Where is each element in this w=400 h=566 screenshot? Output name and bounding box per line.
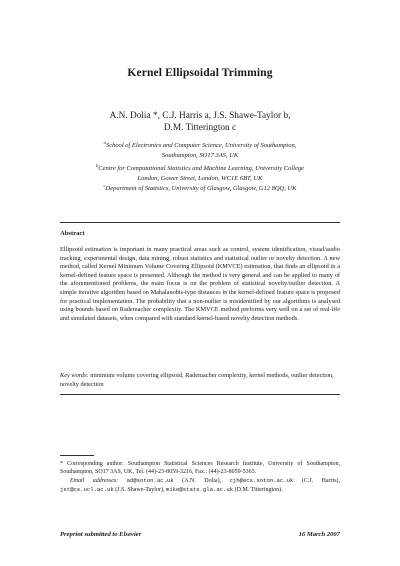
email-link[interactable]: ad@soton.ac.uk xyxy=(126,477,174,485)
footnote xyxy=(60,460,340,494)
abstract-top-rule xyxy=(60,222,340,223)
email-addresses xyxy=(60,477,340,493)
email-link[interactable]: jst@cs.ucl.ac.uk xyxy=(60,485,114,493)
affiliation-b xyxy=(40,164,360,183)
affiliation-mark: c xyxy=(103,182,106,188)
affiliation-mark: a xyxy=(103,139,106,145)
affiliation-line: School of Electronics and Computer Science, University of Southampton, xyxy=(105,142,297,149)
footnote-rule xyxy=(60,455,94,456)
submission-date: 16 March 2007 xyxy=(298,531,340,538)
paper-title: Kernel Ellipsoidal Trimming xyxy=(127,66,273,79)
email-link[interactable]: mike@stats.gla.ac.uk xyxy=(165,485,234,493)
keywords-label: Key words: xyxy=(60,372,89,379)
email-owner: (C.J. Harris), xyxy=(301,478,341,485)
keywords-text: minimum volume covering ellipsoid, Rademacher complexity, kernel methods, outlier detection, novelty detection xyxy=(60,372,334,388)
preprint-note: Preprint submitted to Elsevier xyxy=(60,531,142,538)
affiliation-line: Centre for Computational Statistics and Machine Learning, University College xyxy=(98,165,305,172)
affiliation-c xyxy=(40,184,360,194)
affiliation-line: Department of Statistics, University of Glasgow, Glasgow, G12 8QQ, UK xyxy=(105,185,297,192)
email-label: Email addresses: xyxy=(70,478,119,485)
keywords xyxy=(60,372,340,389)
email-link[interactable]: cjh@ecs.soton.ac.uk xyxy=(229,477,294,485)
abstract-body: Ellipsoid estimation is important in many practical areas such as control, system identification, visual/audio tracking, experimental design, data mining, robust statistics and statistical outlier or novelty detection. A new method, called Kernel Minimum Volume Covering Ellipsoid (KMVCE) estimation, that finds an ellipsoid in a kernel-defined feature space is presented. Although the method is very general and can be applied to many of the aforementioned problems, the main focus is on the problem of statistical novelty/outlier detection. A simple iterative algorithm based on Mahalanobis-type distances in the kernel-defined feature space is proposed for practical implementation. The probability that a non-outlier is misidentified by our algorithms is analysed using bounds based on Rademacher complexity. The KMVCE method performs very well on a set of real-life and simulated datasets, when compared with standard kernel-based novelty detection methods. xyxy=(60,246,340,322)
page-footer xyxy=(60,531,340,538)
affiliation-line: Southampton, SO17 3AS, UK xyxy=(161,151,239,159)
abstract-heading: Abstract xyxy=(60,230,85,237)
author-line-1: A.N. Dolia *, C.J. Harris a, J.S. Shawe-Taylor b, xyxy=(109,111,291,121)
affiliation-line: London, Gower Street, London, WC1E 6BT, UK xyxy=(137,174,263,182)
abstract-bottom-rule xyxy=(60,394,340,395)
author-list xyxy=(0,110,400,134)
affiliation-mark: b xyxy=(95,162,99,168)
author-line-2: D.M. Titterington c xyxy=(163,123,237,133)
affiliation-a xyxy=(40,141,360,160)
email-owner: (J.S. Shawe-Taylor), xyxy=(115,486,165,493)
corresponding-author-note: * Corresponding author: Southampton Statistical Sciences Research Institute, University of Southampton, Southampton, SO17 3AS, UK, Tel. (44)-23-8059-3216, Fax.: (44)-23-8059-5363. xyxy=(60,461,340,476)
email-owner: (A.N. Dolia), xyxy=(182,478,222,485)
email-owner: (D.M. Titterington). xyxy=(234,486,283,493)
